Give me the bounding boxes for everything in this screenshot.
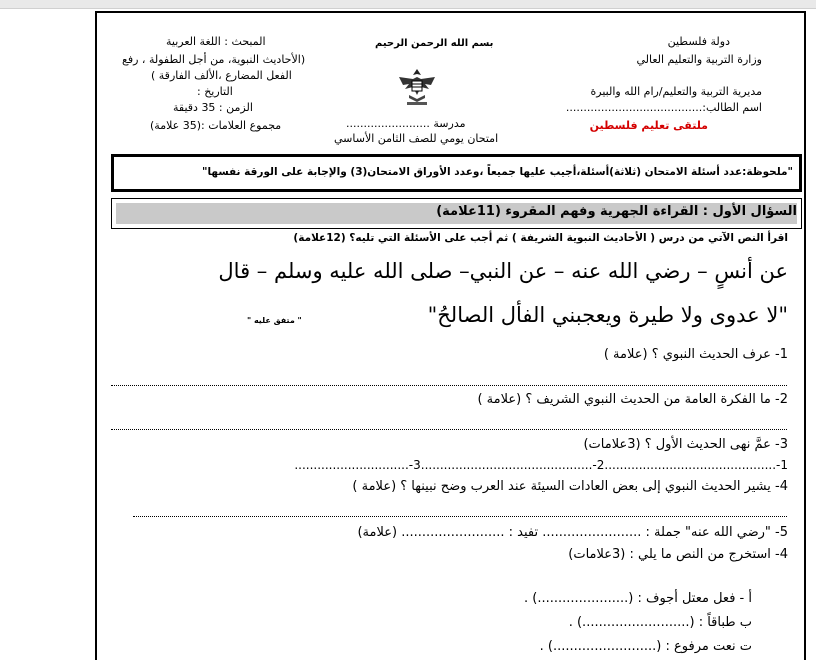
question-3: 3- عمَّ نهى الحديث الأول ؟ (3علامات) <box>583 437 788 452</box>
palestine-eagle-emblem-icon <box>395 65 439 107</box>
forum-label: ملتقى تعليم فلسطين <box>589 119 708 132</box>
header-state: دولة فلسطين <box>667 35 730 48</box>
answer-line-4[interactable] <box>133 516 787 517</box>
header-ministry: وزارة التربية والتعليم العالي <box>636 53 762 66</box>
answer-line-2[interactable] <box>111 429 787 430</box>
hadith-line2: "لا عدوى ولا طيرة ويعجبني الفأل الصالحُ" <box>427 303 788 327</box>
question-3-blanks[interactable]: 1-.............................................2-.............................................3-.............................. <box>294 458 788 472</box>
window-top-bar <box>0 0 816 9</box>
instruction: اقرأ النص الآتي من درس ( الأحاديث النبوية الشريفة ) ثم أجب على الأسئلة التي تليه؟ (12علامة) <box>293 232 788 244</box>
subject: المبحث : اللغة العربية <box>166 35 266 48</box>
note-text: "ملحوظة:عدد أسئلة الامتحان (ثلاثة)أسئلة،أجيب عليها جميعاً ،وعدد الأوراق الامتحان(3) والإجابة على الورقة نفسها" <box>201 166 793 178</box>
note-box <box>111 154 802 192</box>
hadith-source: " متفق عليه " <box>247 316 302 325</box>
date-field[interactable]: التاريخ : <box>197 85 233 98</box>
section-title: السؤال الأول : القراءة الجهرية وفهم المقروء (11علامة) <box>436 204 797 219</box>
basmala: بسم الله الرحمن الرحيم <box>375 38 494 49</box>
time-label: الزمن : 35 دقيقة <box>173 101 253 114</box>
school-field[interactable]: مدرسة ........................ <box>346 117 466 130</box>
exam-sheet <box>95 11 806 660</box>
question-5: 5- "رضي الله عنه" جملة : ........................ تفيد : ......................... (علامة) <box>357 525 788 540</box>
answer-line-1[interactable] <box>111 385 787 386</box>
section-title-box <box>111 198 802 229</box>
sub-question-b: ب طباقاً : (..........................) . <box>568 615 752 630</box>
header-directorate: مديرية التربية والتعليم/رام الله والبيرة <box>590 85 762 98</box>
student-name-field[interactable]: اسم الطالب:....................................... <box>565 101 762 114</box>
total-marks: مجموع العلامات :(35 علامة) <box>150 119 282 132</box>
sub-question-c: ت نعت مرفوع : (.........................) . <box>539 639 752 654</box>
sub-question-a: أ - فعل معتل أجوف : (......................) . <box>524 591 752 606</box>
question-4: 4- يشير الحديث النبوي إلى بعض العادات السيئة عند العرب وضح نبينها ؟ (علامة ) <box>352 479 788 494</box>
question-6: 4- استخرج من النص ما يلي : (3علامات) <box>568 547 788 562</box>
exam-title: امتحان يومي للصف الثامن الأساسي <box>334 132 499 145</box>
question-1: 1- عرف الحديث النبوي ؟ (علامة ) <box>603 347 788 362</box>
topics-line2: الفعل المضارع ،الألف الفارقة ) <box>151 69 292 82</box>
hadith-line1: عن أنسٍ – رضي الله عنه – عن النبي– صلى الله عليه وسلم – قال <box>218 259 788 283</box>
topics-line1: (الأحاديث النبوية، من أجل الطفولة ، رفع <box>122 53 306 66</box>
question-2: 2- ما الفكرة العامة من الحديث النبوي الشريف ؟ (علامة ) <box>477 392 788 407</box>
